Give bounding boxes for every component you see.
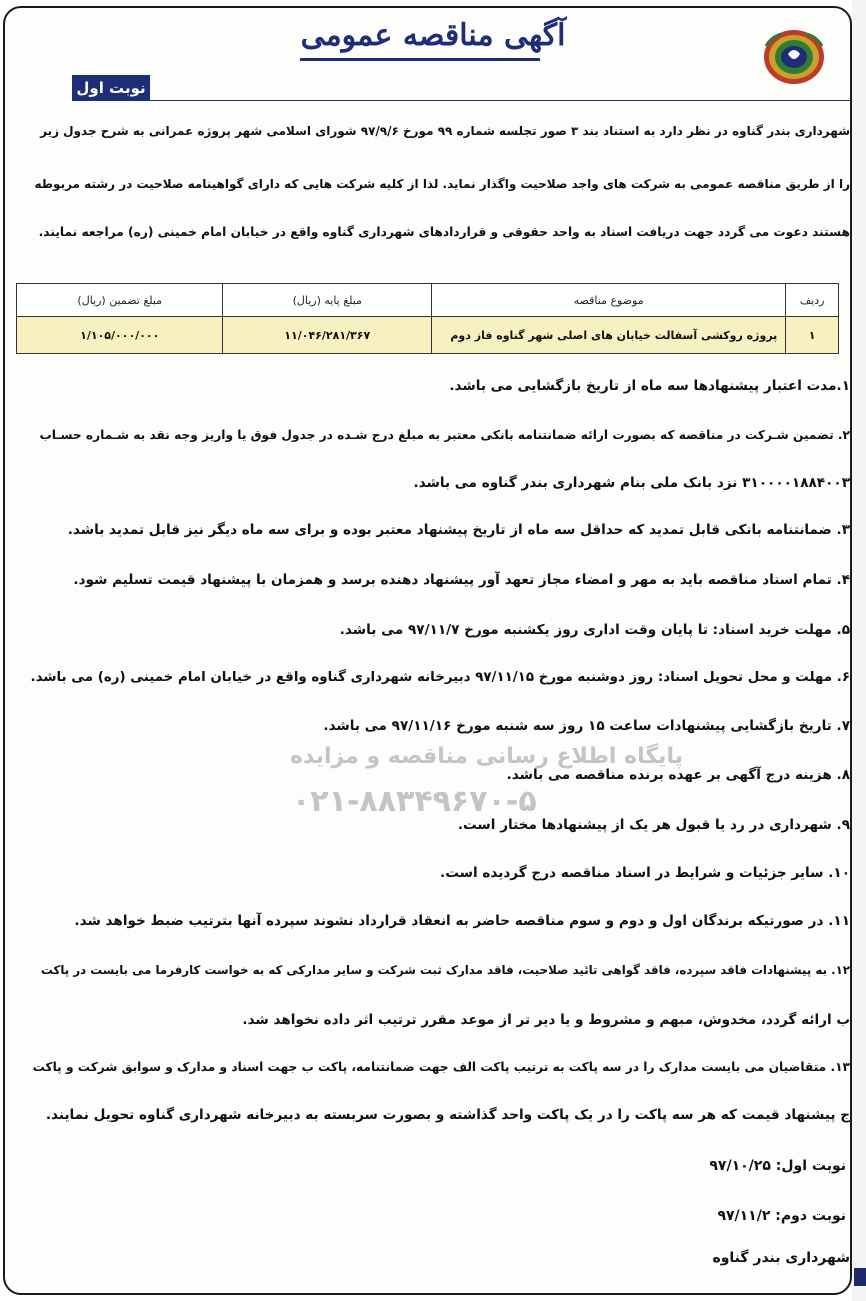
intro-line-2: را از طریق مناقصه عمومی به شرکت های واجد صلاحیت واگذار نماید. لذا از کلیه شرکت هایی که دارای گواهینامه صلاحیت در رشته مربوطه [34, 177, 850, 191]
title-underline [300, 58, 540, 61]
watermark-text: پایگاه اطلاع رسانی مناقصه و مزایده [290, 744, 683, 769]
notice-frame [3, 6, 852, 1295]
condition-9: ۹. شهرداری در رد یا قبول هر یک از پیشنهادها مختار است. [457, 817, 850, 833]
condition-12: ۱۲. به پیشنهادات فاقد سپرده، فاقد گواهی تائید صلاحیت، فاقد مدارک ثبت شرکت و سایر مدارکی که به خواست کارفرما می بایست در پاکت [41, 963, 850, 977]
condition-6: ۶. مهلت و محل تحویل اسناد: روز دوشنبه مورخ ۹۷/۱۱/۱۵ دبیرخانه شهرداری گناوه واقع در خیابان امام خمینی (ره) می باشد. [30, 670, 850, 685]
header-base-amount: مبلغ پایه (ریال) [223, 284, 432, 317]
condition-2: ۲. تضمین شـرکت در مناقصه که بصورت ارائه ضمانتنامه بانکی معتبر به مبلغ درج شـده در جدول فوق یا واریز وجه نقد به شـماره حسـاب [39, 428, 850, 442]
page-edge [852, 0, 866, 1301]
cell-base-amount: ۱۱/۰۴۶/۲۸۱/۳۶۷ [223, 317, 432, 354]
table-header-row [17, 284, 839, 317]
condition-5: ۵. مهلت خرید اسناد: تا پایان وقت اداری روز یکشنبه مورخ ۹۷/۱۱/۷ می باشد. [339, 622, 850, 638]
cell-guarantee-amount: ۱/۱۰۵/۰۰۰/۰۰۰ [17, 317, 223, 354]
page-title: آگهی مناقصه عمومی [300, 18, 566, 53]
watermark-phone: ۰۲۱-۸۸۳۴۹۶۷۰-۵ [292, 784, 537, 819]
header-row-number: ردیف [786, 284, 839, 317]
cell-row-number: ۱ [786, 317, 839, 354]
condition-13: ۱۳. متقاضیان می بایست مدارک را در سه پاکت به ترتیب پاکت الف جهت ضمانتنامه، پاکت ب جهت اسناد و مدارک و سوابق شرکت و پاکت [32, 1060, 850, 1074]
header-subject: موضوع مناقصه [432, 284, 786, 317]
condition-8: ۸. هزینه درج آگهی بر عهده برنده مناقصه می باشد. [506, 767, 850, 783]
condition-4: ۴. تمام اسناد مناقصه باید به مهر و امضاء مجاز تعهد آور پیشنهاد دهنده برسد و همزمان با پیشنهاد قیمت تسلیم شود. [73, 572, 850, 588]
table-row [17, 317, 839, 354]
cell-subject: پروژه روکشی آسفالت خیابان های اصلی شهر گناوه فاز دوم [432, 317, 786, 354]
condition-12-cont: ب ارائه گردد، مخدوش، مبهم و مشروط و یا دیر تر از موعد مقرر ترتیب اثر داده نخواهد شد. [242, 1012, 850, 1028]
page-edge-marker [854, 1268, 866, 1286]
condition-2-cont: ۳۱۰۰۰۰۱۸۸۴۰۰۳ نزد بانک ملی بنام شهرداری بندر گناوه می باشد. [413, 475, 850, 491]
signature: شهرداری بندر گناوه [712, 1250, 850, 1266]
condition-7: ۷. تاریخ بازگشایی پیشنهادات ساعت ۱۵ روز سه شنبه مورخ ۹۷/۱۱/۱۶ می باشد. [323, 718, 850, 734]
intro-line-1: شهرداری بندر گناوه در نظر دارد به استناد بند ۳ صور تجلسه شماره ۹۹ مورخ ۹۷/۹/۶ شورای اسلامی شهر پروژه عمرانی به شرح جدول زیر [40, 124, 850, 138]
header-divider [150, 100, 850, 101]
first-publish-date: نوبت اول: ۹۷/۱۰/۲۵ [709, 1158, 846, 1174]
header-guarantee-amount: مبلغ تضمین (ریال) [17, 284, 223, 317]
condition-13-cont: ج پیشنهاد قیمت که هر سه پاکت را در یک پاکت واحد گذاشته و بصورت سربسته به دبیرخانه شهرداری گناوه تحویل نمایند. [45, 1107, 850, 1123]
condition-11: ۱۱. در صورتیکه برندگان اول و دوم و سوم مناقصه حاضر به انعقاد قرارداد نشوند سپرده آنها بترتیب ضبط خواهد شد. [74, 913, 850, 929]
condition-3: ۳. ضمانتنامه بانکی قابل تمدید که حداقل سه ماه از تاریخ پیشنهاد معتبر بوده و برای سه ماه دیگر نیز قابل تمدید باشد. [67, 522, 850, 538]
second-publish-date: نوبت دوم: ۹۷/۱۱/۲ [717, 1208, 846, 1224]
tender-table [16, 283, 839, 354]
condition-10: ۱۰. سایر جزئیات و شرایط در اسناد مناقصه درج گردیده است. [440, 865, 850, 881]
publish-round-badge: نوبت اول [72, 75, 150, 101]
condition-1: ۱.مدت اعتبار پیشنهادها سه ماه از تاریخ بازگشایی می باشد. [449, 378, 850, 394]
intro-line-3: هستند دعوت می گردد جهت دریافت اسناد به واحد حقوقی و قراردادهای شهرداری گناوه واقع در خیابان امام خمینی (ره) مراجعه نمایند. [38, 225, 850, 239]
